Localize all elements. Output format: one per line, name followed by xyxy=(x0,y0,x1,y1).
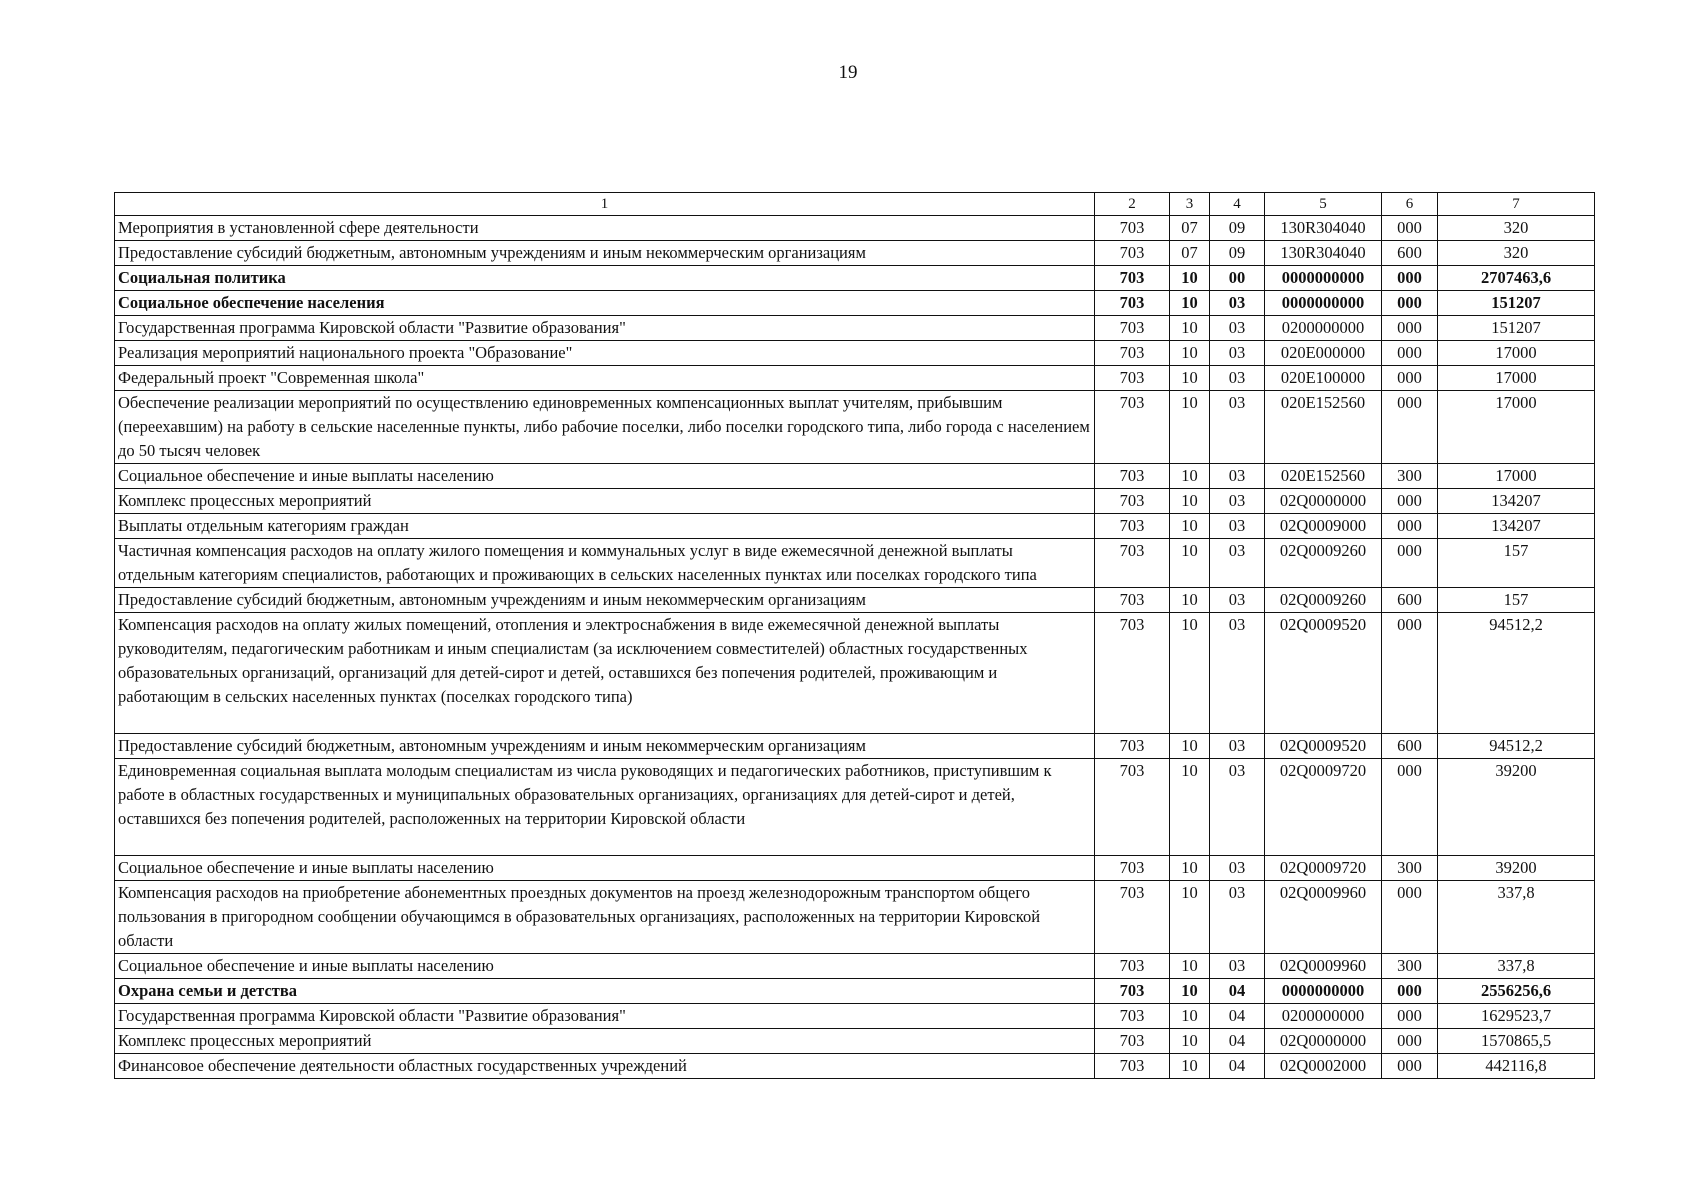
code-3-cell: 10 xyxy=(1170,856,1210,881)
code-3-cell: 10 xyxy=(1170,391,1210,464)
table-row xyxy=(115,514,1595,539)
code-3-cell: 07 xyxy=(1170,216,1210,241)
row-name-cell: Охрана семьи и детства xyxy=(115,979,1095,1004)
code-6-cell: 000 xyxy=(1382,979,1438,1004)
amount-cell: 320 xyxy=(1438,241,1595,266)
code-5-cell: 02Q0009720 xyxy=(1265,856,1382,881)
table-row xyxy=(115,954,1595,979)
code-3-cell: 10 xyxy=(1170,1029,1210,1054)
code-5-cell: 02Q0000000 xyxy=(1265,489,1382,514)
code-4-cell: 03 xyxy=(1210,316,1265,341)
row-name-cell: Компенсация расходов на оплату жилых помещений, отопления и электроснабжения в виде ежемесячной денежной выплаты руководителям, педагогическим работникам и иным специалистам (за исключением совместителей) областных государственных образовательных организаций, организаций для детей-сирот и детей, оставшихся без попечения родителей, проживающим и работающим в сельских населенных пунктах (поселках городского типа) xyxy=(115,613,1095,734)
code-4-cell: 03 xyxy=(1210,489,1265,514)
code-6-cell: 600 xyxy=(1382,588,1438,613)
table-row xyxy=(115,979,1595,1004)
code-6-cell: 300 xyxy=(1382,856,1438,881)
table-row xyxy=(115,856,1595,881)
table-row xyxy=(115,1029,1595,1054)
code-3-cell: 10 xyxy=(1170,316,1210,341)
code-4-cell: 03 xyxy=(1210,391,1265,464)
code-2-cell: 703 xyxy=(1095,489,1170,514)
row-name-cell: Комплекс процессных мероприятий xyxy=(115,489,1095,514)
page-number: 19 xyxy=(838,62,858,83)
table-row xyxy=(115,266,1595,291)
code-5-cell: 02Q0009960 xyxy=(1265,954,1382,979)
code-5-cell: 02Q0009520 xyxy=(1265,734,1382,759)
code-4-cell: 03 xyxy=(1210,464,1265,489)
code-2-cell: 703 xyxy=(1095,366,1170,391)
code-6-cell: 000 xyxy=(1382,316,1438,341)
amount-cell: 17000 xyxy=(1438,464,1595,489)
code-3-cell: 10 xyxy=(1170,539,1210,588)
code-6-cell: 300 xyxy=(1382,464,1438,489)
row-name-cell: Выплаты отдельным категориям граждан xyxy=(115,514,1095,539)
code-5-cell: 02Q0009960 xyxy=(1265,881,1382,954)
code-2-cell: 703 xyxy=(1095,954,1170,979)
code-6-cell: 300 xyxy=(1382,954,1438,979)
code-2-cell: 703 xyxy=(1095,316,1170,341)
code-6-cell: 000 xyxy=(1382,881,1438,954)
code-5-cell: 02Q0009520 xyxy=(1265,613,1382,734)
row-name-cell: Государственная программа Кировской области "Развитие образования" xyxy=(115,316,1095,341)
code-4-cell: 00 xyxy=(1210,266,1265,291)
code-5-cell: 020E100000 xyxy=(1265,366,1382,391)
code-6-cell: 000 xyxy=(1382,216,1438,241)
code-4-cell: 04 xyxy=(1210,1004,1265,1029)
code-3-cell: 10 xyxy=(1170,266,1210,291)
table-row xyxy=(115,734,1595,759)
column-header-7: 7 xyxy=(1438,193,1595,216)
code-3-cell: 10 xyxy=(1170,1004,1210,1029)
table-row xyxy=(115,216,1595,241)
amount-cell: 94512,2 xyxy=(1438,734,1595,759)
table-header-row xyxy=(115,193,1595,216)
code-3-cell: 10 xyxy=(1170,341,1210,366)
code-5-cell: 02Q0009720 xyxy=(1265,759,1382,856)
code-5-cell: 02Q0000000 xyxy=(1265,1029,1382,1054)
table-row xyxy=(115,316,1595,341)
code-2-cell: 703 xyxy=(1095,539,1170,588)
code-5-cell: 0000000000 xyxy=(1265,979,1382,1004)
table-row xyxy=(115,341,1595,366)
amount-cell: 94512,2 xyxy=(1438,613,1595,734)
code-3-cell: 10 xyxy=(1170,954,1210,979)
code-5-cell: 0200000000 xyxy=(1265,316,1382,341)
code-2-cell: 703 xyxy=(1095,1054,1170,1079)
amount-cell: 1570865,5 xyxy=(1438,1029,1595,1054)
code-4-cell: 03 xyxy=(1210,856,1265,881)
amount-cell: 1629523,7 xyxy=(1438,1004,1595,1029)
column-header-6: 6 xyxy=(1382,193,1438,216)
amount-cell: 320 xyxy=(1438,216,1595,241)
code-4-cell: 09 xyxy=(1210,241,1265,266)
code-4-cell: 03 xyxy=(1210,881,1265,954)
code-6-cell: 000 xyxy=(1382,366,1438,391)
budget-table xyxy=(114,192,1595,1079)
amount-cell: 337,8 xyxy=(1438,954,1595,979)
amount-cell: 17000 xyxy=(1438,391,1595,464)
row-name-cell: Социальная политика xyxy=(115,266,1095,291)
code-4-cell: 04 xyxy=(1210,1054,1265,1079)
column-header-2: 2 xyxy=(1095,193,1170,216)
amount-cell: 2707463,6 xyxy=(1438,266,1595,291)
code-6-cell: 600 xyxy=(1382,734,1438,759)
table-row xyxy=(115,241,1595,266)
code-4-cell: 09 xyxy=(1210,216,1265,241)
code-4-cell: 04 xyxy=(1210,979,1265,1004)
code-2-cell: 703 xyxy=(1095,464,1170,489)
code-2-cell: 703 xyxy=(1095,979,1170,1004)
code-6-cell: 000 xyxy=(1382,266,1438,291)
amount-cell: 2556256,6 xyxy=(1438,979,1595,1004)
column-header-5: 5 xyxy=(1265,193,1382,216)
row-name-cell: Предоставление субсидий бюджетным, автономным учреждениям и иным некоммерческим организациям xyxy=(115,241,1095,266)
row-name-cell: Единовременная социальная выплата молодым специалистам из числа руководящих и педагогических работников, приступившим к работе в областных государственных и муниципальных образовательных организациях, организациях для детей-сирот и детей, оставшихся без попечения родителей, расположенных на территории Кировской области xyxy=(115,759,1095,856)
code-2-cell: 703 xyxy=(1095,391,1170,464)
code-5-cell: 020E000000 xyxy=(1265,341,1382,366)
code-4-cell: 03 xyxy=(1210,514,1265,539)
code-2-cell: 703 xyxy=(1095,759,1170,856)
column-header-1: 1 xyxy=(115,193,1095,216)
code-3-cell: 10 xyxy=(1170,1054,1210,1079)
code-6-cell: 000 xyxy=(1382,1004,1438,1029)
code-6-cell: 000 xyxy=(1382,341,1438,366)
code-2-cell: 703 xyxy=(1095,216,1170,241)
amount-cell: 39200 xyxy=(1438,759,1595,856)
row-name-cell: Федеральный проект "Современная школа" xyxy=(115,366,1095,391)
table-row xyxy=(115,613,1595,734)
code-2-cell: 703 xyxy=(1095,266,1170,291)
code-3-cell: 10 xyxy=(1170,881,1210,954)
code-3-cell: 10 xyxy=(1170,366,1210,391)
table-row xyxy=(115,366,1595,391)
amount-cell: 17000 xyxy=(1438,341,1595,366)
code-3-cell: 10 xyxy=(1170,588,1210,613)
row-name-cell: Мероприятия в установленной сфере деятельности xyxy=(115,216,1095,241)
code-4-cell: 03 xyxy=(1210,539,1265,588)
code-5-cell: 0000000000 xyxy=(1265,291,1382,316)
code-3-cell: 10 xyxy=(1170,464,1210,489)
amount-cell: 157 xyxy=(1438,539,1595,588)
code-2-cell: 703 xyxy=(1095,881,1170,954)
row-name-cell: Финансовое обеспечение деятельности областных государственных учреждений xyxy=(115,1054,1095,1079)
row-name-cell: Компенсация расходов на приобретение абонементных проездных документов на проезд железнодорожным транспортом общего пользования в пригородном сообщении обучающимся в образовательных организациях, расположенных на территории Кировской области xyxy=(115,881,1095,954)
code-5-cell: 02Q0002000 xyxy=(1265,1054,1382,1079)
code-6-cell: 000 xyxy=(1382,1029,1438,1054)
code-3-cell: 07 xyxy=(1170,241,1210,266)
row-name-cell: Социальное обеспечение населения xyxy=(115,291,1095,316)
code-2-cell: 703 xyxy=(1095,613,1170,734)
code-5-cell: 020E152560 xyxy=(1265,391,1382,464)
code-6-cell: 000 xyxy=(1382,291,1438,316)
code-2-cell: 703 xyxy=(1095,1029,1170,1054)
row-name-cell: Частичная компенсация расходов на оплату жилого помещения и коммунальных услуг в виде ежемесячной денежной выплаты отдельным категориям специалистов, работающих и проживающих в сельских населенных пунктах или поселках городского типа xyxy=(115,539,1095,588)
table-row xyxy=(115,391,1595,464)
table-row xyxy=(115,539,1595,588)
table-row xyxy=(115,1054,1595,1079)
amount-cell: 151207 xyxy=(1438,316,1595,341)
row-name-cell: Обеспечение реализации мероприятий по осуществлению единовременных компенсационных выплат учителям, прибывшим (переехавшим) на работу в сельские населенные пункты, либо рабочие поселки, либо поселки городского типа, либо города с населением до 50 тысяч человек xyxy=(115,391,1095,464)
amount-cell: 151207 xyxy=(1438,291,1595,316)
table-row xyxy=(115,881,1595,954)
table-body xyxy=(115,216,1595,1079)
code-6-cell: 000 xyxy=(1382,514,1438,539)
row-name-cell: Государственная программа Кировской области "Развитие образования" xyxy=(115,1004,1095,1029)
code-2-cell: 703 xyxy=(1095,341,1170,366)
amount-cell: 134207 xyxy=(1438,489,1595,514)
column-header-3: 3 xyxy=(1170,193,1210,216)
code-3-cell: 10 xyxy=(1170,759,1210,856)
code-3-cell: 10 xyxy=(1170,514,1210,539)
table-row xyxy=(115,588,1595,613)
table-row xyxy=(115,464,1595,489)
code-4-cell: 03 xyxy=(1210,954,1265,979)
amount-cell: 157 xyxy=(1438,588,1595,613)
column-header-4: 4 xyxy=(1210,193,1265,216)
code-5-cell: 130R304040 xyxy=(1265,241,1382,266)
code-3-cell: 10 xyxy=(1170,734,1210,759)
code-2-cell: 703 xyxy=(1095,241,1170,266)
code-5-cell: 0000000000 xyxy=(1265,266,1382,291)
code-5-cell: 0200000000 xyxy=(1265,1004,1382,1029)
code-4-cell: 03 xyxy=(1210,366,1265,391)
row-name-cell: Комплекс процессных мероприятий xyxy=(115,1029,1095,1054)
code-2-cell: 703 xyxy=(1095,1004,1170,1029)
code-2-cell: 703 xyxy=(1095,734,1170,759)
code-5-cell: 02Q0009260 xyxy=(1265,539,1382,588)
code-2-cell: 703 xyxy=(1095,856,1170,881)
table-row xyxy=(115,759,1595,856)
row-name-cell: Реализация мероприятий национального проекта "Образование" xyxy=(115,341,1095,366)
table-row xyxy=(115,1004,1595,1029)
code-4-cell: 03 xyxy=(1210,734,1265,759)
row-name-cell: Социальное обеспечение и иные выплаты населению xyxy=(115,464,1095,489)
code-6-cell: 600 xyxy=(1382,241,1438,266)
table-row xyxy=(115,291,1595,316)
amount-cell: 134207 xyxy=(1438,514,1595,539)
code-6-cell: 000 xyxy=(1382,1054,1438,1079)
table-row xyxy=(115,489,1595,514)
amount-cell: 442116,8 xyxy=(1438,1054,1595,1079)
code-6-cell: 000 xyxy=(1382,759,1438,856)
code-4-cell: 03 xyxy=(1210,341,1265,366)
code-6-cell: 000 xyxy=(1382,613,1438,734)
amount-cell: 17000 xyxy=(1438,366,1595,391)
code-6-cell: 000 xyxy=(1382,539,1438,588)
code-2-cell: 703 xyxy=(1095,514,1170,539)
row-name-cell: Социальное обеспечение и иные выплаты населению xyxy=(115,954,1095,979)
code-2-cell: 703 xyxy=(1095,588,1170,613)
code-6-cell: 000 xyxy=(1382,391,1438,464)
code-3-cell: 10 xyxy=(1170,979,1210,1004)
row-name-cell: Предоставление субсидий бюджетным, автономным учреждениям и иным некоммерческим организациям xyxy=(115,734,1095,759)
row-name-cell: Предоставление субсидий бюджетным, автономным учреждениям и иным некоммерческим организациям xyxy=(115,588,1095,613)
code-4-cell: 03 xyxy=(1210,588,1265,613)
code-3-cell: 10 xyxy=(1170,489,1210,514)
code-3-cell: 10 xyxy=(1170,291,1210,316)
code-5-cell: 02Q0009260 xyxy=(1265,588,1382,613)
code-3-cell: 10 xyxy=(1170,613,1210,734)
code-5-cell: 130R304040 xyxy=(1265,216,1382,241)
code-5-cell: 020E152560 xyxy=(1265,464,1382,489)
code-5-cell: 02Q0009000 xyxy=(1265,514,1382,539)
amount-cell: 337,8 xyxy=(1438,881,1595,954)
code-2-cell: 703 xyxy=(1095,291,1170,316)
row-name-cell: Социальное обеспечение и иные выплаты населению xyxy=(115,856,1095,881)
code-4-cell: 03 xyxy=(1210,291,1265,316)
code-4-cell: 03 xyxy=(1210,759,1265,856)
code-6-cell: 000 xyxy=(1382,489,1438,514)
amount-cell: 39200 xyxy=(1438,856,1595,881)
code-4-cell: 04 xyxy=(1210,1029,1265,1054)
code-4-cell: 03 xyxy=(1210,613,1265,734)
